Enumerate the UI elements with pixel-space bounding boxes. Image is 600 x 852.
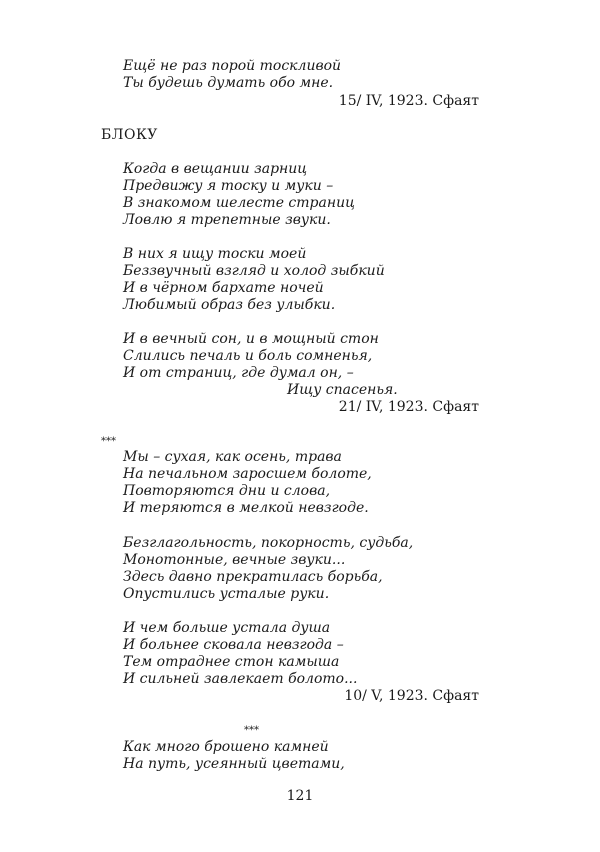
verse-line: И сильней завлекает болото... — [123, 671, 358, 687]
verse-line: Беззвучный взгляд и холод зыбкий — [123, 263, 385, 279]
verse-line: И в вечный сон, и в мощный стон — [123, 331, 379, 347]
verse-line: Любимый образ без улыбки. — [123, 297, 336, 313]
verse-line: Здесь давно прекратилась борьба, — [123, 569, 383, 585]
poem-date: 15/ IV, 1923. Сфаят — [338, 93, 479, 109]
verse-line: Предвижу я тоску и муки – — [123, 178, 334, 194]
verse-line: И чем больше устала душа — [123, 620, 331, 636]
poem-title: БЛОКУ — [101, 127, 158, 143]
verse-line: И от страниц, где думал он, – — [123, 365, 354, 381]
verse-line: И больнее сковала невзгода – — [123, 637, 344, 653]
page-number: 121 — [286, 788, 314, 804]
verse-line: В знакомом шелесте страниц — [123, 195, 355, 211]
verse-line: Безглагольность, покорность, судьба, — [123, 535, 414, 551]
verse-line: На печальном заросшем болоте, — [123, 466, 372, 482]
verse-line: Слились печаль и боль сомненья, — [123, 348, 373, 364]
poem-marker: *** — [101, 436, 116, 447]
verse-line: Ловлю я трепетные звуки. — [123, 212, 331, 228]
verse-line: Монотонные, вечные звуки... — [123, 552, 346, 568]
verse-line-indented: Ищу спасенья. — [287, 382, 398, 398]
verse-line: Мы – сухая, как осень, трава — [123, 449, 342, 465]
verse-line: И в чёрном бархате ночей — [123, 280, 324, 296]
verse-line: Повторяются дни и слова, — [123, 483, 331, 499]
verse-line: И теряются в мелкой невзгоде. — [123, 500, 369, 516]
poem-marker: *** — [244, 725, 259, 736]
verse-line: Тем отраднее стон камыша — [123, 654, 340, 670]
verse-line: Как много брошено камней — [123, 739, 329, 755]
verse-line: На путь, усеянный цветами, — [123, 756, 345, 772]
verse-line: Опустились усталые руки. — [123, 586, 330, 602]
verse-line: Ты будешь думать обо мне. — [123, 75, 334, 91]
verse-line: Ещё не раз порой тоскливой — [123, 58, 342, 74]
poem-date: 10/ V, 1923. Сфаят — [344, 688, 479, 704]
poem-date: 21/ IV, 1923. Сфаят — [338, 399, 479, 415]
verse-line: Когда в вещании зарниц — [123, 161, 308, 177]
verse-line: В них я ищу тоски моей — [123, 246, 307, 262]
